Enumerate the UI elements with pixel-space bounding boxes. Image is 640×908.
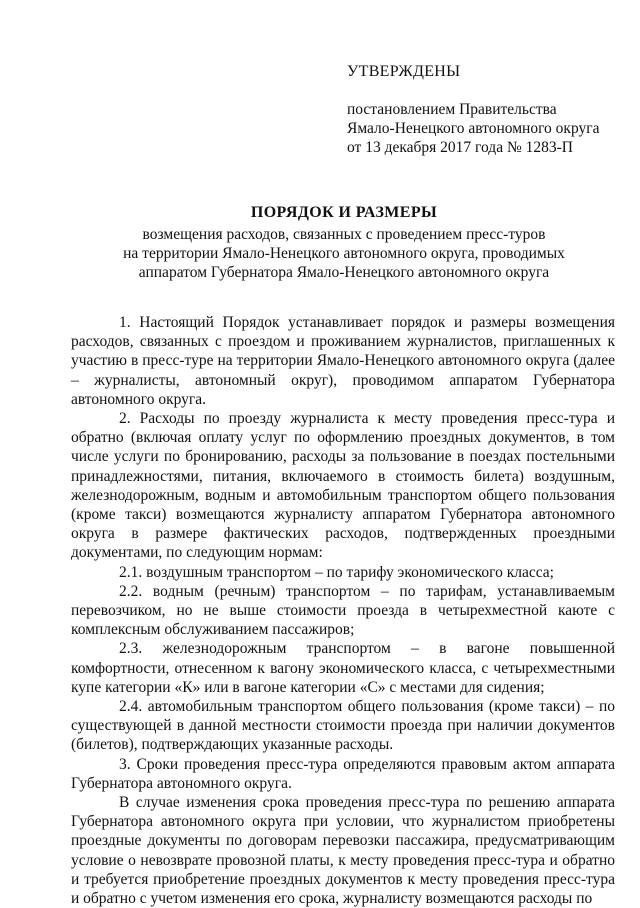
paragraph-2-1: 2.1. воздушным транспортом – по тарифу экономического класса; <box>119 563 554 581</box>
paragraph-3-continuation: В случае изменения срока проведения пресс-тура по решению аппарата Губернатора автономного округа при условии, что журналистом приобретены проездные документы по договорам перевозки пассажира, предусматривающим условие о невозврате провозной платы, к месту проведения пресс-тура и обратно и требуется приобретение проездных документов к месту проведения пресс-тура и обратно с учетом изменения его срока, журналисту возмещаются расходы по <box>71 794 615 908</box>
paragraph-2-3: 2.3. железнодорожным транспортом – в вагоне повышенной комфортности, отнесенном к вагону экономического класса, с четырехместными купе категории «К» или в вагоне категории «С» с местами для сидения; <box>71 640 615 696</box>
paragraph-2: 2. Расходы по проезду журналиста к месту проведения пресс-тура и обратно (включая оплату услуг по оформлению проездных документов, в том числе услуги по бронированию, расходы за пользование в поездах постельными принадлежностями, питания, включаемого в стоимость билета) воздушным, железнодорожным, водным и автомобильным транспортом общего пользования (кроме такси) возмещаются журналисту аппаратом Губернатора автономного округа в размере фактических расходов, подтвержденных проездными документами, по следующим нормам: <box>71 410 615 562</box>
paragraph-2-2: 2.2. водным (речным) транспортом – по тарифам, устанавливаемым перевозчиком, но не выше стоимости проезда в четырехместной каюте с комплексным обслуживанием пассажиров; <box>71 582 615 639</box>
document-subtitle-line: на территории Ямало-Ненецкого автономного округа, проводимых <box>123 245 565 262</box>
document-heading <box>70 203 618 282</box>
document-body <box>71 313 615 908</box>
document-subtitle-line: возмещения расходов, связанных с проведением пресс-туров <box>142 226 546 243</box>
approval-line-region: Ямало-Ненецкого автономного округа <box>347 120 600 137</box>
approval-title: УТВЕРЖДЕНЫ <box>347 63 461 80</box>
paragraph-2-4: 2.4. автомобильным транспортом общего пользования (кроме такси) – по существующей в данной местности стоимости проезда при наличии документов (билетов), подтверждающих указанные расходы. <box>71 698 615 754</box>
paragraph-1: 1. Настоящий Порядок устанавливает порядок и размеры возмещения расходов, связанных с проездом и проживанием журналистов, приглашенных к участию в пресс-туре на территории Ямало-Ненецкого автономного округа (далее – журналисты, автономный округ), проводимом аппаратом Губернатора автономного округа. <box>71 314 615 408</box>
paragraph-3: 3. Сроки проведения пресс-тура определяются правовым актом аппарата Губернатора автономного округа. <box>71 755 615 792</box>
approval-line-date: от 13 декабря 2017 года № 1283-П <box>347 139 573 156</box>
approval-line-resolution: постановлением Правительства <box>347 101 557 118</box>
approval-stamp-block <box>347 62 637 157</box>
document-title: ПОРЯДОК И РАЗМЕРЫ <box>250 204 438 221</box>
document-subtitle-line: аппаратом Губернатора Ямало-Ненецкого автономного округа <box>138 264 550 281</box>
